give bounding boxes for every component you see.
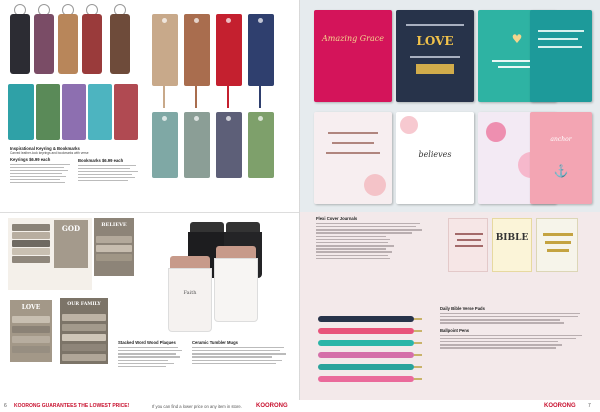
- pen-tip: [414, 366, 422, 368]
- pad-bible-verses: [536, 218, 578, 272]
- pen-teal: [318, 340, 414, 346]
- pen-tip: [414, 378, 422, 380]
- journal-title: believes: [418, 150, 452, 159]
- bookmarks-col-title: Bookmarks $6.99 each: [78, 158, 124, 163]
- anchor-icon: ⚓: [553, 164, 569, 178]
- plaque-plank: [96, 254, 132, 261]
- keyring-product: [58, 14, 78, 74]
- pen-magenta: [318, 352, 414, 358]
- keyring-tag: [8, 84, 34, 140]
- plaque-plank: [12, 326, 50, 333]
- plaque-plank: [62, 354, 106, 361]
- plaque-plank: [12, 346, 50, 353]
- mug-print: Faith: [183, 290, 197, 296]
- keyring-product: [10, 14, 30, 74]
- bookmark: [216, 112, 242, 178]
- journal-love: [396, 10, 474, 102]
- plaque-plank: [12, 316, 50, 323]
- plaque-plank: [62, 344, 106, 351]
- plaque-plank: [62, 324, 106, 331]
- mugs-heading: Ceramic Tumbler Mugs: [192, 340, 238, 345]
- plaque-plank: [12, 224, 50, 231]
- journal-amazing-grace: [314, 10, 392, 102]
- journal-title: anchor: [550, 136, 572, 143]
- mug-white: [214, 258, 258, 322]
- plaque-our-family: OUR FAMILY: [60, 298, 108, 364]
- pens-heading: Ballpoint Pens: [440, 327, 470, 333]
- mugs-description: [192, 340, 292, 366]
- plaque-believe: BELIEVE: [94, 218, 134, 276]
- keyrings-col1-title: Keyrings $6.99 each: [10, 157, 51, 163]
- pad-bible-title: BIBLE: [495, 233, 529, 243]
- plaque-love: LOVE: [10, 300, 52, 362]
- pen-pink-2: [318, 376, 414, 382]
- plaque-plank: [96, 245, 132, 252]
- bookmark: [248, 112, 274, 178]
- plaque-plank: [62, 314, 106, 321]
- plaque-plank: [12, 336, 50, 343]
- journal-believes: [396, 112, 474, 204]
- bookmarks-description: [78, 158, 148, 183]
- footer-guarantee-sub: If you can find a lower price on any item in store.: [152, 403, 242, 409]
- journals-description: [316, 216, 426, 261]
- pad-bible: [492, 218, 532, 272]
- journals-heading: Flexi Cover Journals: [316, 216, 358, 221]
- plaque-plank: [12, 240, 50, 247]
- plaque-plank: [12, 232, 50, 239]
- bookmark: [184, 14, 210, 86]
- keyring-product: [110, 14, 130, 74]
- pen-teal-2: [318, 364, 414, 370]
- plaque-plank: [12, 248, 50, 255]
- page-number-left: 6: [4, 403, 7, 409]
- journal-floral: [314, 112, 392, 204]
- bookmark: [152, 112, 178, 178]
- tassel: [259, 86, 261, 108]
- right-page: [300, 0, 600, 412]
- pen-tip: [414, 318, 422, 320]
- plaque-plank: [96, 236, 132, 243]
- page-number-right: 7: [588, 403, 591, 409]
- pen-tip: [414, 330, 422, 332]
- keyring-tag: [62, 84, 86, 140]
- plaques-description: [118, 340, 186, 369]
- keyring-product: [82, 14, 102, 74]
- heart-icon: ♥: [511, 32, 523, 46]
- bookmark: [184, 112, 210, 178]
- tassel: [227, 86, 229, 108]
- tassel: [195, 86, 197, 108]
- pen-tip: [414, 342, 422, 344]
- footer: [0, 400, 600, 412]
- keyring-tag: [88, 84, 112, 140]
- keyring-product: [34, 14, 54, 74]
- bookmark: [248, 14, 274, 86]
- journal-dark-teal: [530, 10, 592, 102]
- brand-logo-left: KOORONG: [256, 402, 288, 409]
- bookmark: [152, 14, 178, 86]
- stationery-heading: Daily Bible Verse Pads: [440, 306, 485, 311]
- keyrings-intro: Carved leather-look keyrings and bookmarks with verse: [10, 151, 89, 155]
- plaque-plank: [12, 256, 50, 263]
- pad-daily-verse: [448, 218, 488, 272]
- plaque-plank: [62, 334, 106, 341]
- pen-pink: [318, 328, 414, 334]
- stationery-description: [440, 306, 590, 350]
- footer-guarantee: KOORONG GUARANTEES THE LOWEST PRICE!: [14, 403, 130, 409]
- section-divider: [0, 212, 300, 213]
- plaque-god: GOD: [54, 220, 88, 268]
- journal-title: LOVE: [416, 34, 454, 48]
- journal-title: Amazing Grace: [322, 34, 384, 43]
- keyring-tag: [114, 84, 138, 140]
- brand-logo-right: KOORONG: [544, 402, 576, 409]
- plaques-heading: Stacked Word Wood Plaques: [118, 340, 176, 345]
- keyrings-heading: Inspirational Keyring & Bookmarks: [10, 146, 80, 151]
- tassel: [163, 86, 165, 108]
- pen-tip: [414, 354, 422, 356]
- keyring-tag: [36, 84, 60, 140]
- journal-anchor: [530, 112, 592, 204]
- bookmark: [216, 14, 242, 86]
- mug-white: [168, 268, 212, 332]
- pen-navy: [318, 316, 414, 322]
